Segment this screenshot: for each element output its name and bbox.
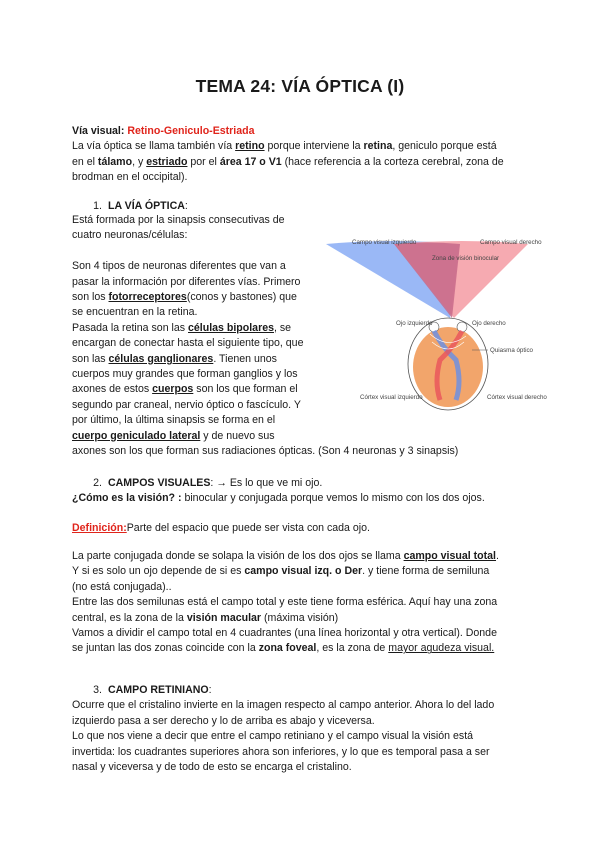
intro-label: Vía visual: [72, 125, 128, 137]
section-1-number: 1. [93, 200, 102, 212]
text-line [72, 549, 499, 564]
definition-label: Definición: [72, 522, 127, 534]
text: Pasada la retina son las [72, 321, 189, 334]
intro-paragraph [72, 124, 504, 186]
section-3 [72, 683, 494, 775]
text: , es la zona de [316, 642, 389, 655]
term-celulas-bipolares: células bipolares [188, 321, 274, 334]
term-talamo: tálamo [97, 155, 133, 168]
section-2-heading [72, 476, 485, 491]
text: (máxima visión) [261, 611, 339, 624]
text: Parte del espacio que puede ser vista con cada ojo. [126, 522, 370, 534]
section-2-question [72, 491, 485, 506]
right-cortex-label: Córtex visual derecho [487, 394, 547, 401]
section-3-heading [72, 683, 494, 698]
text: (hace referencia a la corteza cerebral, zona de [281, 155, 504, 168]
text-line: Está formada por la sinapsis consecutivas de [72, 214, 285, 226]
text: y de nuevo sus [200, 429, 275, 442]
text-line: segundo par craneal, nervio óptico o fascículo. Y [72, 398, 301, 411]
intro-line-4: brodman en el occipital). [72, 171, 188, 184]
brain-shape [413, 327, 483, 407]
binocular-label: Zona de visión binocular [432, 255, 500, 262]
text: La vía óptica se llama también vía [72, 140, 236, 153]
text-line: se encuentran en la retina. [72, 306, 198, 319]
text: binocular y conjugada porque vemos lo mismo con los dos ojos. [184, 492, 485, 505]
text-line: Vamos a dividir el campo total en 4 cuadrantes (una línea horizontal y otra vertical). Donde [72, 627, 497, 640]
text: son los [72, 291, 109, 304]
text: por el [187, 155, 220, 168]
left-field-label: Campo visual izquierdo [352, 239, 417, 246]
term-vision-macular: visión macular [186, 611, 262, 624]
visual-pathway-diagram [322, 232, 547, 418]
text: . [496, 550, 499, 562]
question-label: ¿Cómo es la visión? : [72, 492, 185, 505]
text-line: encargan de conectar hasta el siguiente tipo, que [72, 337, 304, 350]
right-field-label: Campo visual derecho [480, 239, 542, 246]
text: . y tiene forma de semiluna [362, 565, 490, 578]
term-retino: retino [235, 140, 265, 153]
right-eye-icon [457, 322, 467, 332]
text: son las [72, 352, 109, 365]
text: porque interviene la [264, 140, 364, 153]
left-eye-label: Ojo izquierdo [396, 320, 433, 327]
text-line: (no está conjugada).. [72, 580, 172, 593]
section-3-title: CAMPO RETINIANO [108, 684, 209, 696]
term-celulas-ganglionares: células ganglionares [108, 352, 214, 365]
text: : → Es lo que ve mi ojo. [210, 477, 323, 489]
text-line: Son 4 tipos de neuronas diferentes que van a [72, 260, 286, 273]
section-2-body [72, 549, 499, 657]
right-eye-label: Ojo derecho [472, 320, 506, 327]
section-3-number: 3. [93, 684, 102, 696]
visual-pathway-figure [322, 232, 547, 418]
text: central, es la zona de la [72, 611, 187, 624]
left-cortex-label: Córtex visual izquierdo [360, 394, 423, 401]
section-2-number: 2. [93, 477, 102, 489]
text-line: invertida: los cuadrantes superiores ahora son inferiores, y lo que es temporal pasa a ser [72, 745, 490, 758]
term-zona-foveal: zona foveal [258, 642, 317, 655]
text-line [72, 429, 458, 444]
term-fotorreceptores: fotorreceptores [108, 291, 187, 304]
text: en el [72, 155, 98, 168]
text: son los que forman el [193, 383, 298, 396]
text-line: Entre las dos semilunas está el campo total y este tiene forma esférica. Aquí hay una zona [72, 596, 498, 609]
intro-line-3 [72, 155, 504, 170]
intro-line-1 [72, 124, 504, 139]
term-area: área 17 o V1 [219, 155, 282, 168]
term-retina: retina [363, 140, 393, 153]
term-cuerpos: cuerpos [152, 383, 194, 396]
term-campo-visual-izq: campo visual izq. o Der [244, 565, 363, 578]
text: . Tienen unos [213, 352, 277, 365]
text-line [72, 641, 499, 656]
text-line: cuatro neuronas/células: [72, 229, 188, 242]
text-line: cuerpos muy grandes que forman ganglios y los [72, 368, 298, 381]
text-line: por último, la última sinapsis se forma en el [72, 414, 276, 427]
text: : [208, 684, 212, 696]
text: : [184, 200, 188, 212]
chiasm-label: Quiasma óptico [490, 347, 533, 354]
text-line: axones son los que forman sus radiaciones ópticas. (Son 4 neuronas y 3 sinapsis) [72, 445, 459, 458]
intro-line-2 [72, 139, 504, 154]
text-line: izquierdo pasa a ser derecho y lo de arriba es abajo y viceversa. [72, 714, 375, 727]
text-line [72, 564, 499, 579]
text: se juntan las dos zonas coincide con la [72, 642, 259, 655]
section-2 [72, 476, 485, 507]
section-2-title: CAMPOS VISUALES [108, 477, 211, 489]
page-title: TEMA 24: VÍA ÓPTICA (I) [195, 76, 405, 96]
term-mayor-agudeza: mayor agudeza visual. [388, 642, 495, 655]
definition [72, 521, 370, 536]
section-1-title: LA VÍA ÓPTICA [108, 200, 185, 212]
text: , geniculo porque está [392, 140, 497, 153]
text: La parte conjugada donde se solapa la visión de los dos ojos se llama [72, 550, 404, 562]
text: axones de estos [72, 383, 153, 396]
text-line: pasar la información por diferentes vías. Primero [72, 275, 301, 288]
text-line: Lo que nos viene a decir que entre el campo retiniano y el campo visual la visión está [72, 730, 474, 743]
term-cuerpo-geniculado: cuerpo geniculado lateral [72, 429, 201, 442]
text-line: Ocurre que el cristalino invierte en la imagen respecto al campo anterior. Ahora lo del lado [72, 699, 495, 712]
term-estriado: estriado [146, 155, 188, 168]
text: (conos y bastones) que [186, 291, 297, 304]
text: Y si es solo un ojo depende de si es [72, 565, 245, 578]
text-line [72, 611, 499, 626]
text: , y [132, 155, 147, 168]
text: , se [273, 321, 292, 334]
term-campo-visual-total: campo visual total [403, 550, 497, 562]
intro-label-red: Retino-Geniculo-Estriada [127, 125, 255, 137]
text-line: nasal y viceversa y de todo de esto se encarga el cristalino. [72, 761, 352, 774]
